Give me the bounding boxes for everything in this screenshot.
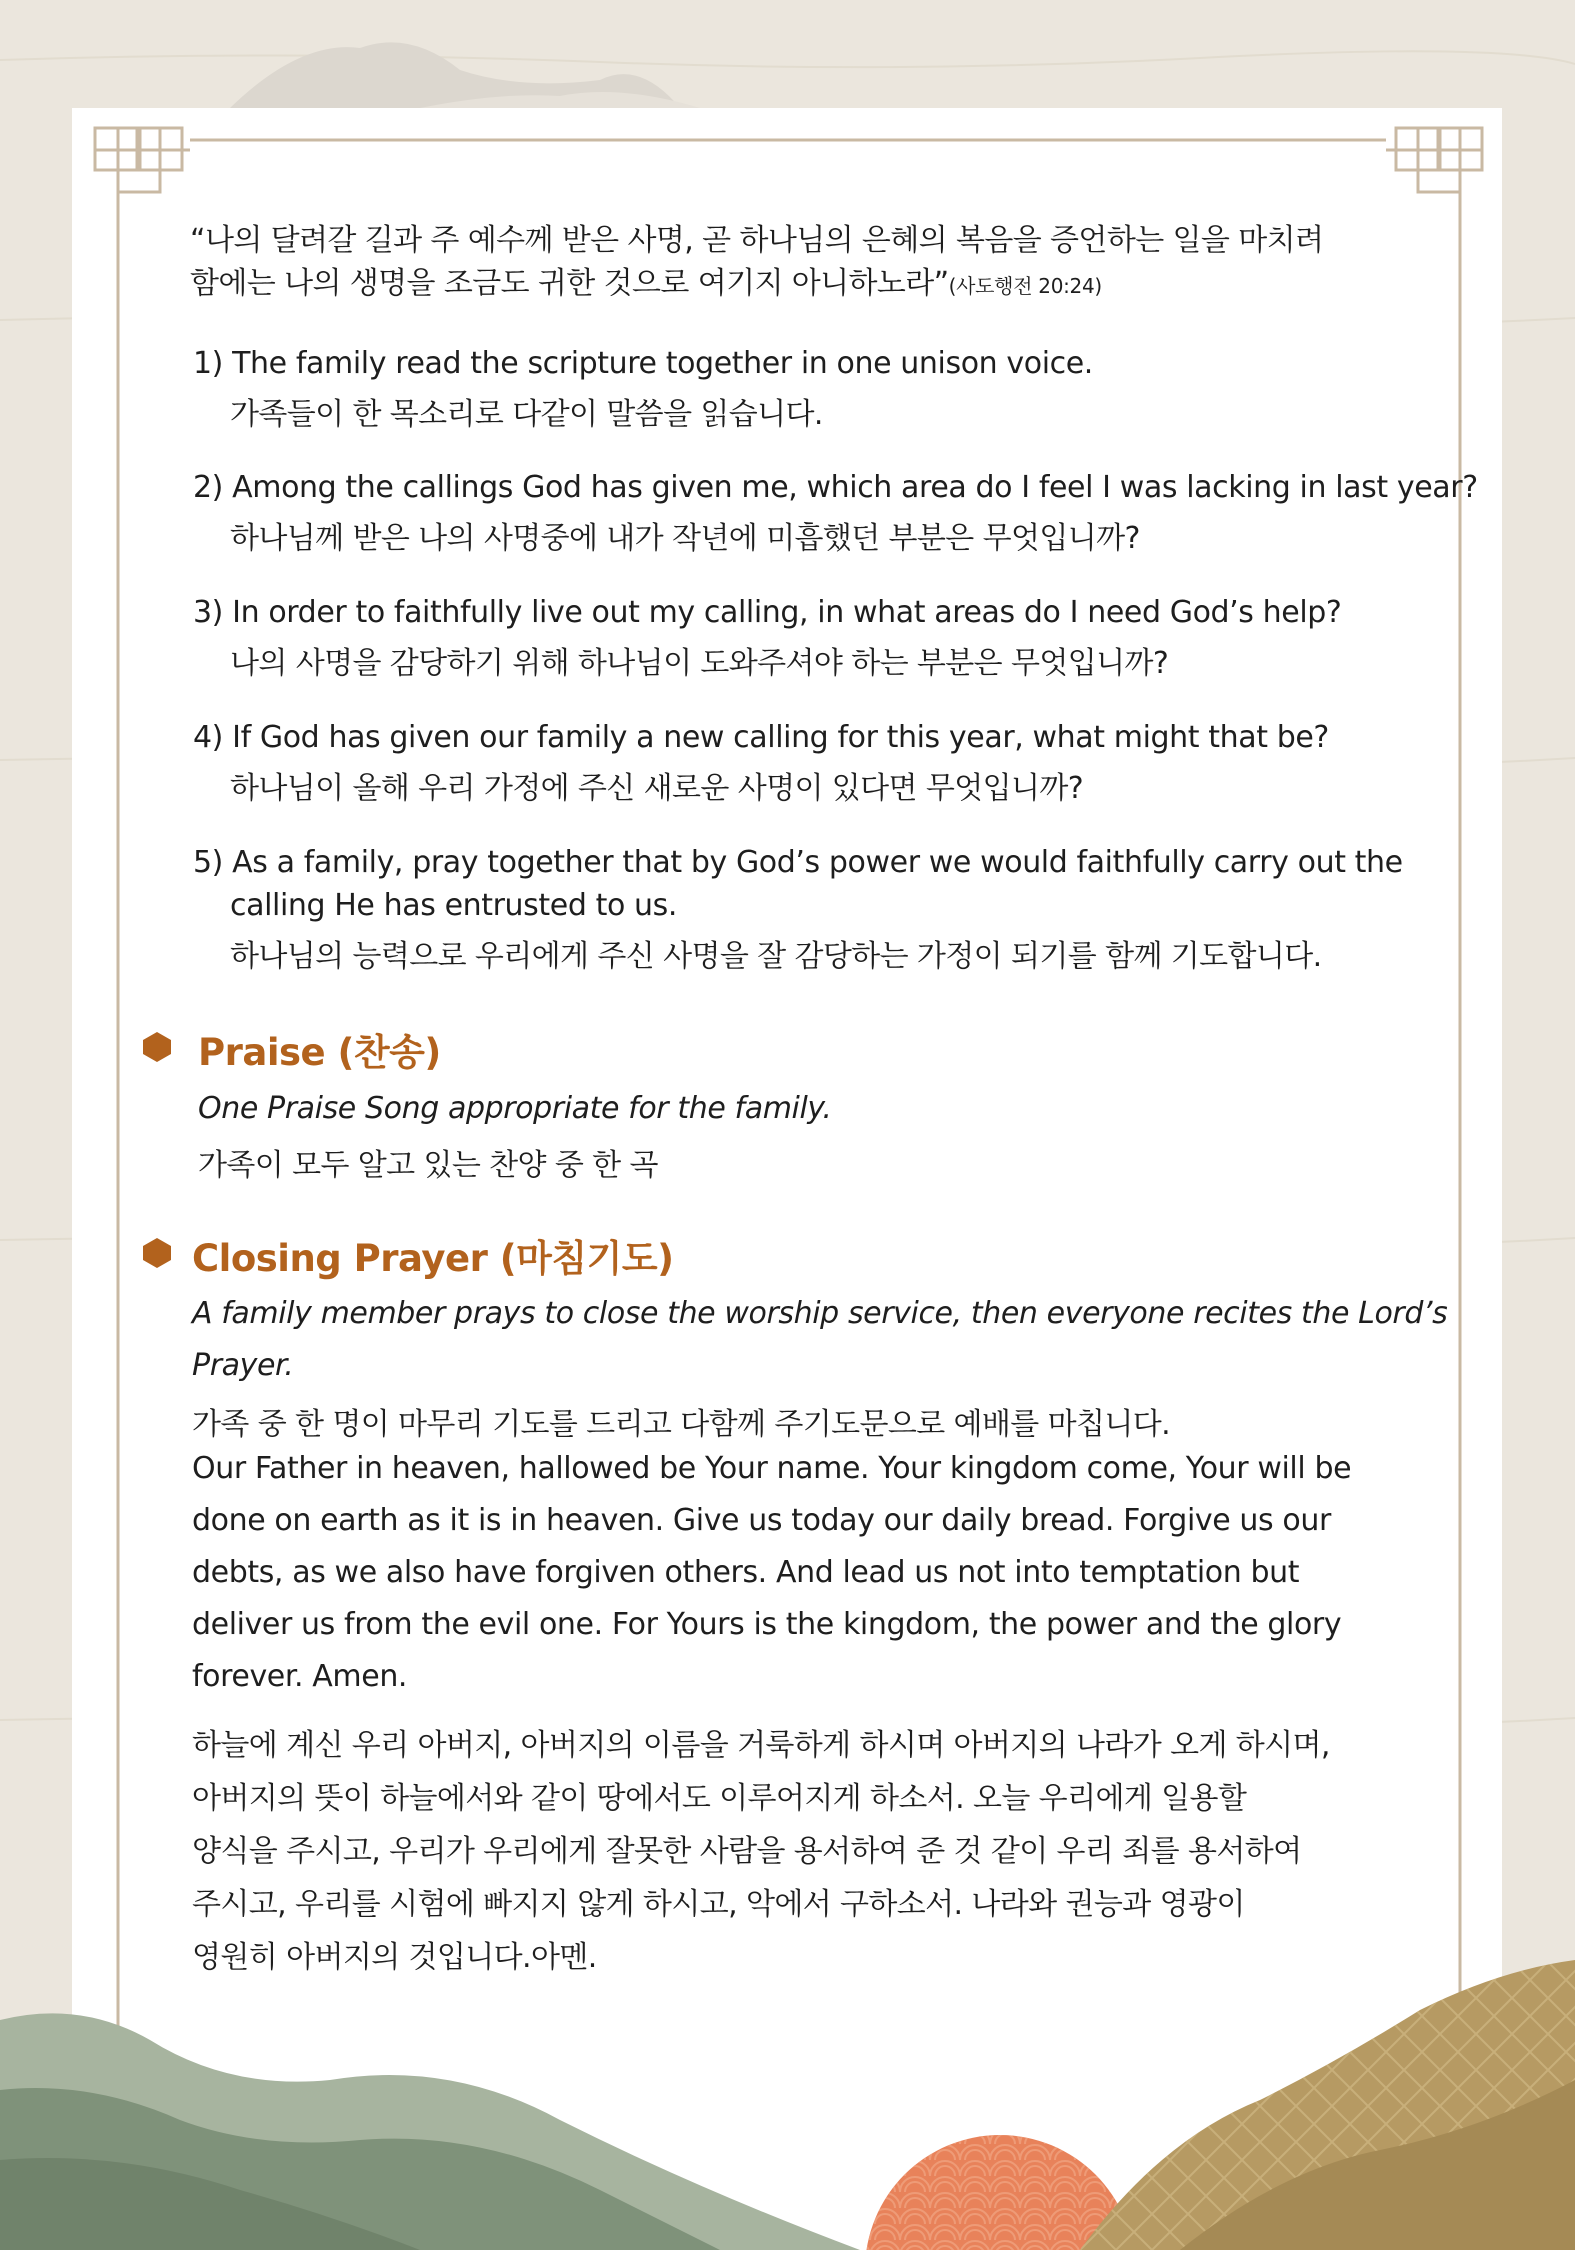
question-3-en: 3) In order to faithfully live out my calling, in what areas do I need God’s help? — [193, 595, 1342, 630]
lords-prayer-ko-line-3: 양식을 주시고, 우리가 우리에게 잘못한 사람을 용서하여 준 것 같이 우리 죄를 용서하여 — [192, 1834, 1302, 1869]
lords-prayer-en-line-1: Our Father in heaven, hallowed be Your name. Your kingdom come, Your will be — [192, 1451, 1352, 1486]
closing-en-line-1: A family member prays to close the worship service, then everyone recites the Lord’s — [192, 1296, 1448, 1331]
closing-prayer-heading: Closing Prayer (마침기도) — [192, 1237, 674, 1280]
lords-prayer-ko-line-4: 주시고, 우리를 시험에 빠지지 않게 하시고, 악에서 구하소서. 나라와 권능과 영광이 — [192, 1887, 1245, 1922]
hexagon-bullet-icon — [140, 1030, 174, 1064]
question-1-en: 1) The family read the scripture together in one unison voice. — [193, 346, 1093, 381]
question-5-en-line-1: 5) As a family, pray together that by God’s power we would faithfully carry out the — [193, 845, 1403, 880]
question-2-ko: 하나님께 받은 나의 사명중에 내가 작년에 미흡했던 부분은 무엇입니까? — [230, 521, 1140, 556]
lords-prayer-en-line-2: done on earth as it is in heaven. Give us today our daily bread. Forgive us our — [192, 1503, 1331, 1538]
lords-prayer-ko-line-1: 하늘에 계신 우리 아버지, 아버지의 이름을 거룩하게 하시며 아버지의 나라가 오게 하시며, — [192, 1728, 1330, 1763]
question-5-ko: 하나님의 능력으로 우리에게 주신 사명을 잘 감당하는 가정이 되기를 함께 기도합니다. — [230, 939, 1322, 974]
lords-prayer-en-line-4: deliver us from the evil one. For Yours is the kingdom, the power and the glory — [192, 1607, 1342, 1642]
lords-prayer-en-line-5: forever. Amen. — [192, 1659, 408, 1694]
question-2-en: 2) Among the callings God has given me, which area do I feel I was lacking in last year? — [193, 470, 1478, 505]
praise-ko: 가족이 모두 알고 있는 찬양 중 한 곡 — [198, 1148, 658, 1183]
closing-en-line-2: Prayer. — [192, 1348, 294, 1383]
question-4-ko: 하나님이 올해 우리 가정에 주신 새로운 사명이 있다면 무엇입니까? — [230, 771, 1084, 806]
verse-line-1: “나의 달려갈 길과 주 예수께 받은 사명, 곧 하나님의 은혜의 복음을 증언하는 일을 마치려 — [190, 223, 1324, 258]
lords-prayer-en-line-3: debts, as we also have forgiven others. And lead us not into temptation but — [192, 1555, 1300, 1590]
question-5-en-line-2: calling He has entrusted to us. — [230, 888, 678, 923]
question-3-ko: 나의 사명을 감당하기 위해 하나님이 도와주셔야 하는 부분은 무엇입니까? — [230, 646, 1169, 681]
verse-reference: (사도행전 20:24) — [948, 274, 1102, 298]
praise-heading: Praise (찬송) — [198, 1031, 441, 1074]
lords-prayer-ko-line-5: 영원히 아버지의 것입니다.아멘. — [192, 1940, 597, 1975]
hexagon-bullet-icon — [140, 1236, 174, 1270]
praise-en: One Praise Song appropriate for the family. — [198, 1091, 832, 1126]
lords-prayer-ko-line-2: 아버지의 뜻이 하늘에서와 같이 땅에서도 이루어지게 하소서. 오늘 우리에게 일용할 — [192, 1781, 1247, 1816]
closing-ko-intro: 가족 중 한 명이 마무리 기도를 드리고 다함께 주기도문으로 예배를 마칩니다. — [192, 1407, 1171, 1442]
verse-text: 함에는 나의 생명을 조금도 귀한 것으로 여기지 아니하노라” — [190, 266, 949, 301]
verse-line-2 — [190, 258, 1102, 302]
question-4-en: 4) If God has given our family a new calling for this year, what might that be? — [193, 720, 1329, 755]
question-1-ko: 가족들이 한 목소리로 다같이 말씀을 읽습니다. — [230, 397, 823, 432]
